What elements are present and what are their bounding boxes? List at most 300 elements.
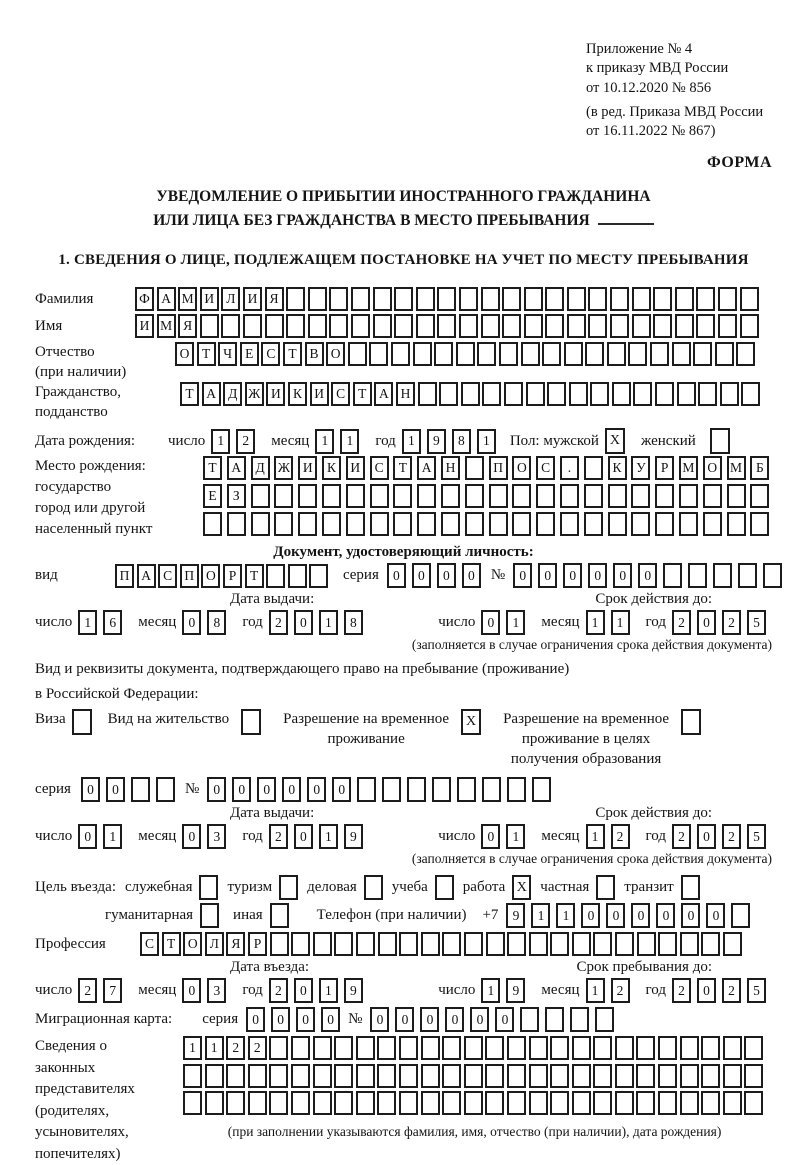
doc-type-cells	[115, 564, 331, 588]
char-cell: 2	[269, 978, 288, 1003]
char-cell	[750, 484, 769, 508]
char-cell	[205, 1091, 224, 1115]
char-cell	[183, 1091, 202, 1115]
char-cell	[442, 1064, 461, 1088]
doc-series-cells	[387, 563, 487, 588]
char-cell	[348, 342, 367, 366]
purpose-other-checkbox	[270, 903, 289, 928]
char-cell	[382, 777, 401, 802]
char-cell	[693, 342, 712, 366]
char-cell	[266, 564, 285, 588]
char-cell	[291, 1064, 310, 1088]
char-cell: 0	[656, 903, 675, 928]
char-cell: 1	[531, 903, 550, 928]
char-cell	[399, 1036, 418, 1060]
char-cell	[308, 287, 327, 311]
patronymic-row	[35, 342, 772, 382]
birth-year-cells	[402, 429, 502, 454]
char-cell	[286, 287, 305, 311]
char-cell	[432, 777, 451, 802]
char-cell	[636, 1091, 655, 1115]
char-cell	[636, 1036, 655, 1060]
char-cell	[399, 932, 418, 956]
char-cell: Н	[396, 382, 415, 406]
char-cell	[477, 342, 496, 366]
char-cell: 1	[506, 610, 525, 635]
char-cell: И	[346, 456, 365, 480]
char-cell	[738, 563, 757, 588]
female-checkbox	[710, 428, 730, 454]
char-cell	[593, 932, 612, 956]
char-cell: 0	[495, 1007, 514, 1032]
char-cell: 0	[78, 824, 97, 849]
char-cell: 0	[182, 824, 201, 849]
male-checkbox: X	[605, 428, 625, 454]
char-cell	[688, 563, 707, 588]
char-cell	[608, 512, 627, 536]
char-cell: Р	[655, 456, 674, 480]
char-cell	[464, 1091, 483, 1115]
doc-series-label: серия	[342, 567, 379, 584]
char-cell: О	[512, 456, 531, 480]
char-cell	[251, 484, 270, 508]
char-cell	[701, 1064, 720, 1088]
char-cell	[560, 512, 579, 536]
char-cell	[226, 1091, 245, 1115]
char-cell: 0	[588, 563, 607, 588]
char-cell: Ж	[245, 382, 264, 406]
char-cell: 2	[611, 978, 630, 1003]
char-cell	[672, 342, 691, 366]
char-cell: 0	[481, 824, 500, 849]
char-cell	[615, 932, 634, 956]
char-cell	[703, 512, 722, 536]
page-title-line2: ИЛИ ЛИЦА БЕЗ ГРАЖДАНСТВА В МЕСТО ПРЕБЫВАНИЯ	[35, 209, 772, 232]
char-cell: Н	[441, 456, 460, 480]
char-cell	[270, 932, 289, 956]
residence-doc-options	[35, 709, 772, 769]
char-cell: К	[608, 456, 627, 480]
purpose-row	[35, 875, 772, 900]
citizenship-row	[35, 382, 772, 422]
char-cell	[329, 287, 348, 311]
char-cell	[631, 512, 650, 536]
char-cell	[413, 342, 432, 366]
mc-number-label: №	[348, 1011, 363, 1028]
char-cell	[346, 484, 365, 508]
char-cell: М	[178, 287, 197, 311]
char-cell	[507, 1064, 526, 1088]
char-cell	[485, 1064, 504, 1088]
char-cell: Т	[283, 342, 302, 366]
char-cell	[655, 512, 674, 536]
char-cell	[334, 1091, 353, 1115]
char-cell	[593, 1036, 612, 1060]
char-cell	[572, 1036, 591, 1060]
purpose-tourism-label: туризм	[227, 879, 273, 896]
char-cell	[590, 382, 609, 406]
char-cell	[731, 903, 750, 928]
char-cell	[322, 512, 341, 536]
char-cell	[377, 1036, 396, 1060]
res-series-label: серия	[35, 781, 71, 798]
char-cell	[675, 314, 694, 338]
profession-row	[35, 932, 772, 956]
char-cell	[251, 512, 270, 536]
char-cell	[512, 512, 531, 536]
char-cell	[442, 1036, 461, 1060]
char-cell	[393, 484, 412, 508]
char-cell: А	[374, 382, 393, 406]
char-cell: 1	[103, 824, 122, 849]
char-cell	[550, 1091, 569, 1115]
char-cell	[442, 932, 461, 956]
char-cell	[313, 1091, 332, 1115]
char-cell	[265, 314, 284, 338]
char-cell	[632, 314, 651, 338]
char-cell: О	[326, 342, 345, 366]
char-cell	[441, 484, 460, 508]
char-cell: 0	[182, 610, 201, 635]
temp-residence-label: Разрешение на временное проживание	[283, 711, 450, 748]
char-cell: О	[183, 932, 202, 956]
char-cell	[507, 932, 526, 956]
char-cell	[607, 342, 626, 366]
char-cell: 0	[631, 903, 650, 928]
char-cell: 9	[344, 978, 363, 1003]
char-cell	[701, 1036, 720, 1060]
char-cell	[727, 512, 746, 536]
valid-until-heading: Срок действия до:	[595, 591, 712, 608]
char-cell	[407, 777, 426, 802]
char-cell: 1	[315, 429, 334, 454]
char-cell	[723, 1036, 742, 1060]
char-cell	[131, 777, 150, 802]
char-cell: 0	[182, 978, 201, 1003]
temp-residence-edu-option	[503, 709, 701, 769]
mc-number-cells	[370, 1007, 620, 1032]
appendix-line: от 10.12.2020 № 856	[586, 79, 712, 96]
char-cell	[298, 512, 317, 536]
char-cell: 1	[477, 429, 496, 454]
temp-residence-option	[283, 709, 481, 749]
char-cell	[441, 512, 460, 536]
issue-month-cells	[182, 610, 232, 635]
char-cell	[653, 287, 672, 311]
char-cell	[226, 1064, 245, 1088]
char-cell: Р	[223, 564, 242, 588]
char-cell: 6	[103, 610, 122, 635]
char-cell	[741, 382, 760, 406]
char-cell	[718, 314, 737, 338]
char-cell	[274, 484, 293, 508]
char-cell	[636, 1064, 655, 1088]
char-cell	[269, 1091, 288, 1115]
char-cell	[507, 777, 526, 802]
char-cell: 0	[638, 563, 657, 588]
char-cell	[248, 1064, 267, 1088]
char-cell	[526, 382, 545, 406]
purpose-humanitarian-label: гуманитарная	[105, 907, 194, 924]
char-cell	[698, 382, 717, 406]
char-cell	[485, 1091, 504, 1115]
res-valid-until-heading: Срок действия до:	[595, 805, 712, 822]
char-cell: Я	[226, 932, 245, 956]
char-cell	[545, 1007, 564, 1032]
char-cell	[464, 932, 483, 956]
residence-doc-dates-row	[35, 824, 772, 849]
char-cell	[461, 382, 480, 406]
char-cell	[291, 932, 310, 956]
char-cell	[550, 1064, 569, 1088]
issue-date-heading: Дата выдачи:	[230, 591, 315, 608]
appendix-line: к приказу МВД России	[586, 60, 729, 77]
identity-doc-heading: Документ, удостоверяющий личность:	[273, 544, 534, 561]
char-cell	[542, 342, 561, 366]
char-cell	[291, 1091, 310, 1115]
char-cell: А	[227, 456, 246, 480]
purpose-transit-checkbox	[681, 875, 700, 900]
char-cell	[720, 382, 739, 406]
char-cell	[308, 314, 327, 338]
appendix-line: Приложение № 4	[586, 41, 693, 57]
char-cell: 0	[462, 563, 481, 588]
valid-year-cells	[672, 610, 772, 635]
char-cell	[545, 287, 564, 311]
char-cell	[595, 1007, 614, 1032]
given-name-label: Имя	[35, 317, 63, 334]
entry-month-cells	[182, 978, 232, 1003]
char-cell: В	[305, 342, 324, 366]
char-cell: 0	[106, 777, 125, 802]
res-series-cells	[81, 777, 181, 802]
res-number-cells	[207, 777, 557, 802]
char-cell: 1	[211, 429, 230, 454]
char-cell: 1	[506, 824, 525, 849]
res-issue-date-group: число 0 1 месяц 0 3 год 2 0 1 9	[35, 824, 369, 849]
residence-permit-label: Вид на жительство	[107, 711, 230, 728]
doc-type-label: вид	[35, 567, 58, 584]
char-cell	[156, 777, 175, 802]
issue-year-cells	[269, 610, 369, 635]
char-cell: А	[202, 382, 221, 406]
char-cell	[763, 563, 782, 588]
char-cell: 0	[470, 1007, 489, 1032]
char-cell	[356, 932, 375, 956]
char-cell	[417, 512, 436, 536]
char-cell	[393, 512, 412, 536]
char-cell: 1	[183, 1036, 202, 1060]
char-cell	[653, 314, 672, 338]
char-cell	[750, 512, 769, 536]
issue-day-cells	[78, 610, 128, 635]
char-cell	[370, 484, 389, 508]
purpose-row2	[105, 903, 772, 928]
char-cell: Т	[180, 382, 199, 406]
char-cell	[631, 484, 650, 508]
temp-residence-checkbox: X	[461, 709, 481, 735]
char-cell	[628, 342, 647, 366]
char-cell: 3	[207, 824, 226, 849]
char-cell: К	[288, 382, 307, 406]
char-cell: 0	[387, 563, 406, 588]
char-cell	[421, 1036, 440, 1060]
char-cell	[442, 1091, 461, 1115]
char-cell	[529, 1064, 548, 1088]
char-cell: 0	[246, 1007, 265, 1032]
char-cell	[524, 314, 543, 338]
char-cell: 0	[412, 563, 431, 588]
char-cell: 9	[506, 978, 525, 1003]
char-cell	[373, 287, 392, 311]
char-cell	[713, 563, 732, 588]
char-cell	[608, 484, 627, 508]
char-cell: 0	[581, 903, 600, 928]
char-cell	[391, 342, 410, 366]
char-cell: 1	[78, 610, 97, 635]
char-cell	[421, 1064, 440, 1088]
char-cell: 7	[103, 978, 122, 1003]
visa-option	[35, 709, 92, 735]
char-cell	[612, 382, 631, 406]
char-cell	[723, 1064, 742, 1088]
char-cell: 3	[207, 978, 226, 1003]
char-cell: У	[631, 456, 650, 480]
residence-permit-checkbox	[241, 709, 261, 735]
char-cell	[298, 484, 317, 508]
char-cell	[351, 287, 370, 311]
char-cell	[736, 342, 755, 366]
char-cell: 0	[370, 1007, 389, 1032]
char-cell: Л	[221, 287, 240, 311]
char-cell	[701, 1091, 720, 1115]
entry-dates-head	[35, 959, 772, 976]
entry-date-heading: Дата въезда:	[230, 959, 310, 976]
section1-heading: 1. СВЕДЕНИЯ О ЛИЦЕ, ПОДЛЕЖАЩЕМ ПОСТАНОВКЕ НА УЧЕТ ПО МЕСТУ ПРЕБЫВАНИЯ	[58, 252, 749, 269]
char-cell: М	[157, 314, 176, 338]
char-cell: И	[200, 287, 219, 311]
char-cell: С	[140, 932, 159, 956]
char-cell	[727, 484, 746, 508]
char-cell	[334, 932, 353, 956]
char-cell	[520, 1007, 539, 1032]
birth-day-cells	[211, 429, 261, 454]
char-cell	[593, 1091, 612, 1115]
char-cell	[504, 382, 523, 406]
char-cell	[701, 932, 720, 956]
char-cell	[658, 1064, 677, 1088]
char-cell	[502, 287, 521, 311]
char-cell	[610, 287, 629, 311]
char-cell	[655, 382, 674, 406]
birth-place-cells-row1	[203, 456, 774, 480]
char-cell	[203, 512, 222, 536]
char-cell: 0	[563, 563, 582, 588]
page-title-line1: УВЕДОМЛЕНИЕ О ПРИБЫТИИ ИНОСТРАННОГО ГРАЖДАНИНА	[156, 188, 651, 206]
residence-permit-option	[108, 709, 261, 735]
char-cell	[570, 1007, 589, 1032]
valid-until-group: число 0 1 месяц 1 1 год 2 0 2 5	[438, 610, 772, 635]
legal-reps-cells-row3	[183, 1091, 766, 1115]
title-underline	[598, 209, 654, 225]
birth-date-row	[35, 428, 772, 454]
char-cell	[567, 287, 586, 311]
char-cell	[457, 777, 476, 802]
form-label: ФОРМА	[706, 154, 772, 172]
validity-note: (заполняется в случае ограничения срока действия документа)	[411, 637, 772, 653]
char-cell	[680, 1091, 699, 1115]
char-cell: П	[115, 564, 134, 588]
char-cell	[291, 1036, 310, 1060]
purpose-work-label: работа	[462, 879, 506, 896]
char-cell: 2	[672, 824, 691, 849]
char-cell: 2	[78, 978, 97, 1003]
char-cell	[309, 564, 328, 588]
char-cell	[593, 1064, 612, 1088]
res-issue-year-cells	[269, 824, 369, 849]
char-cell	[502, 314, 521, 338]
char-cell	[536, 512, 555, 536]
month-label: месяц	[271, 432, 310, 449]
valid-month-cells	[586, 610, 636, 635]
temp-residence-edu-label: Разрешение на временное проживание в целях получения образования	[503, 711, 670, 768]
char-cell: 2	[269, 610, 288, 635]
birth-month-cells	[315, 429, 365, 454]
char-cell	[356, 1036, 375, 1060]
char-cell	[744, 1036, 763, 1060]
valid-day-cells	[481, 610, 531, 635]
char-cell: 0	[445, 1007, 464, 1032]
char-cell	[680, 1036, 699, 1060]
char-cell: О	[175, 342, 194, 366]
char-cell	[356, 1064, 375, 1088]
purpose-private-checkbox	[596, 875, 615, 900]
char-cell: П	[180, 564, 199, 588]
purpose-study-checkbox	[435, 875, 454, 900]
char-cell: К	[322, 456, 341, 480]
char-cell: Ж	[274, 456, 293, 480]
char-cell	[564, 342, 583, 366]
char-cell: 2	[672, 610, 691, 635]
char-cell: И	[266, 382, 285, 406]
char-cell: 0	[697, 610, 716, 635]
char-cell: 0	[681, 903, 700, 928]
char-cell: 0	[294, 978, 313, 1003]
char-cell: 0	[332, 777, 351, 802]
char-cell: 0	[513, 563, 532, 588]
char-cell: Д	[251, 456, 270, 480]
char-cell	[465, 484, 484, 508]
char-cell	[632, 287, 651, 311]
doc-number-cells	[513, 563, 788, 588]
purpose-work-checkbox: X	[512, 875, 531, 900]
mc-series-label: серия	[202, 1011, 239, 1028]
surname-label: Фамилия	[35, 290, 94, 307]
char-cell: 0	[257, 777, 276, 802]
char-cell	[313, 1036, 332, 1060]
purpose-commercial-label: деловая	[307, 879, 357, 896]
char-cell: 0	[697, 978, 716, 1003]
char-cell: 0	[481, 610, 500, 635]
char-cell: 1	[556, 903, 575, 928]
visa-label: Виза	[35, 711, 66, 728]
char-cell: Т	[197, 342, 216, 366]
appendix-reference	[586, 40, 772, 141]
char-cell: З	[227, 484, 246, 508]
char-cell	[610, 314, 629, 338]
char-cell	[723, 932, 742, 956]
day-label: число	[168, 432, 206, 449]
